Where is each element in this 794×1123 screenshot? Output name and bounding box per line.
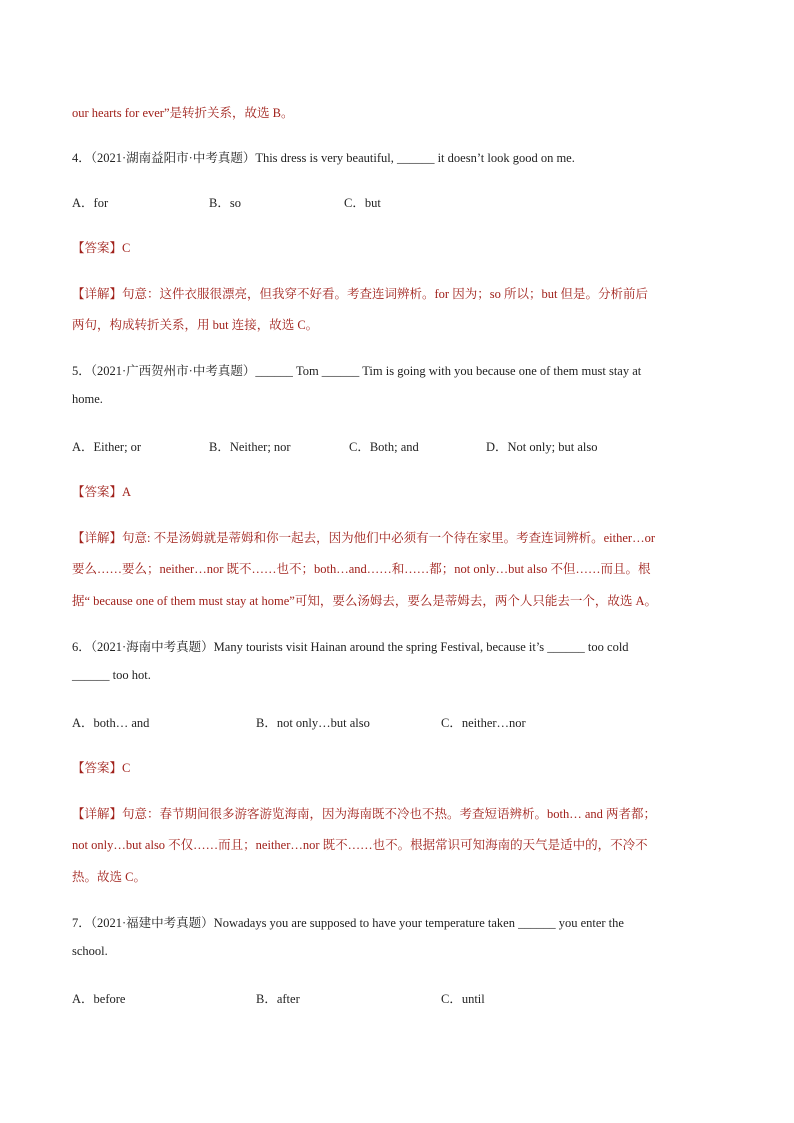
detail-text: 句意：春节期间很多游客游览海南，因为海南既不冷也不热。考查短语辨析。both… and 两者都； [122, 807, 657, 821]
question-6-detail-line-3: 热。故选 C。 [72, 870, 146, 884]
intro-tail-line: our hearts for ever”是转折关系，故选 B。 [72, 106, 294, 120]
question-4-option-a: A．for [72, 196, 109, 210]
question-7-option-c: C．until [441, 992, 485, 1006]
question-6-answer [72, 758, 130, 776]
answer-value: A [122, 485, 132, 499]
question-7-option-b: B．after [256, 992, 300, 1006]
question-6-option-a: A．both… and [72, 716, 150, 730]
answer-value: C [122, 241, 131, 255]
answer-label: 【答案】 [72, 485, 123, 499]
question-6-option-c: C．neither…nor [441, 716, 526, 730]
question-5-option-d: D．Not only; but also [486, 440, 598, 454]
question-7-stem-line-2: school. [72, 944, 108, 958]
question-5-detail-line-1 [72, 528, 655, 546]
question-5-detail-line-3: 据“ because one of them must stay at home”可知，要么汤姆去，要么是蒂姆去，两个人只能去一个，故选 A。 [72, 594, 657, 608]
question-4-stem: 4．（2021·湖南益阳市·中考真题）This dress is very beautiful, ______ it doesn’t look good on me. [72, 151, 575, 165]
answer-value: C [122, 761, 131, 775]
question-4-option-c: C．but [344, 196, 381, 210]
question-5-option-b: B．Neither; nor [209, 440, 291, 454]
question-5-answer [72, 482, 131, 500]
answer-label: 【答案】 [72, 241, 123, 255]
question-5-stem-line-1: 5．（2021·广西贺州市·中考真题）______ Tom ______ Tim is going with you because one of them must stay at [72, 364, 642, 378]
question-5-detail-line-2: 要么……要么；neither…nor 既不……也不；both…and……和……都；not only…but also 不但……而且。根 [72, 562, 651, 576]
question-6-option-b: B．not only…but also [256, 716, 370, 730]
question-5-option-a: A．Either; or [72, 440, 142, 454]
question-5-option-c: C．Both; and [349, 440, 419, 454]
question-6-detail-line-1 [72, 804, 656, 822]
question-4-option-b: B．so [209, 196, 241, 210]
question-4-detail-line-1 [72, 284, 648, 302]
detail-text: 句意: 不是汤姆就是蒂姆和你一起去，因为他们中必须有一个待在家里。考查连词辨析。either…or [122, 531, 655, 545]
question-6-stem-line-2: ______ too hot. [72, 668, 151, 682]
detail-label: 【详解】 [72, 287, 123, 301]
question-7-option-a: A．before [72, 992, 126, 1006]
detail-label: 【详解】 [72, 531, 123, 545]
question-6-stem-line-1: 6．（2021·海南中考真题）Many tourists visit Hainan around the spring Festival, because it’s ______ too cold [72, 640, 629, 654]
question-7-stem-line-1: 7．（2021·福建中考真题）Nowadays you are supposed to have your temperature taken ______ you enter the [72, 916, 624, 930]
question-4-answer [72, 238, 130, 256]
answer-label: 【答案】 [72, 761, 123, 775]
question-4-detail-line-2: 两句，构成转折关系，用 but 连接，故选 C。 [72, 318, 319, 332]
question-5-stem-line-2: home. [72, 392, 103, 406]
detail-label: 【详解】 [72, 807, 123, 821]
detail-text: 句意：这件衣服很漂亮，但我穿不好看。考查连词辨析。for 因为；so 所以；but 但是。分析前后 [122, 287, 649, 301]
question-6-detail-line-2: not only…but also 不仅……而且；neither…nor 既不……也不。根据常识可知海南的天气是适中的，不冷不 [72, 838, 648, 852]
